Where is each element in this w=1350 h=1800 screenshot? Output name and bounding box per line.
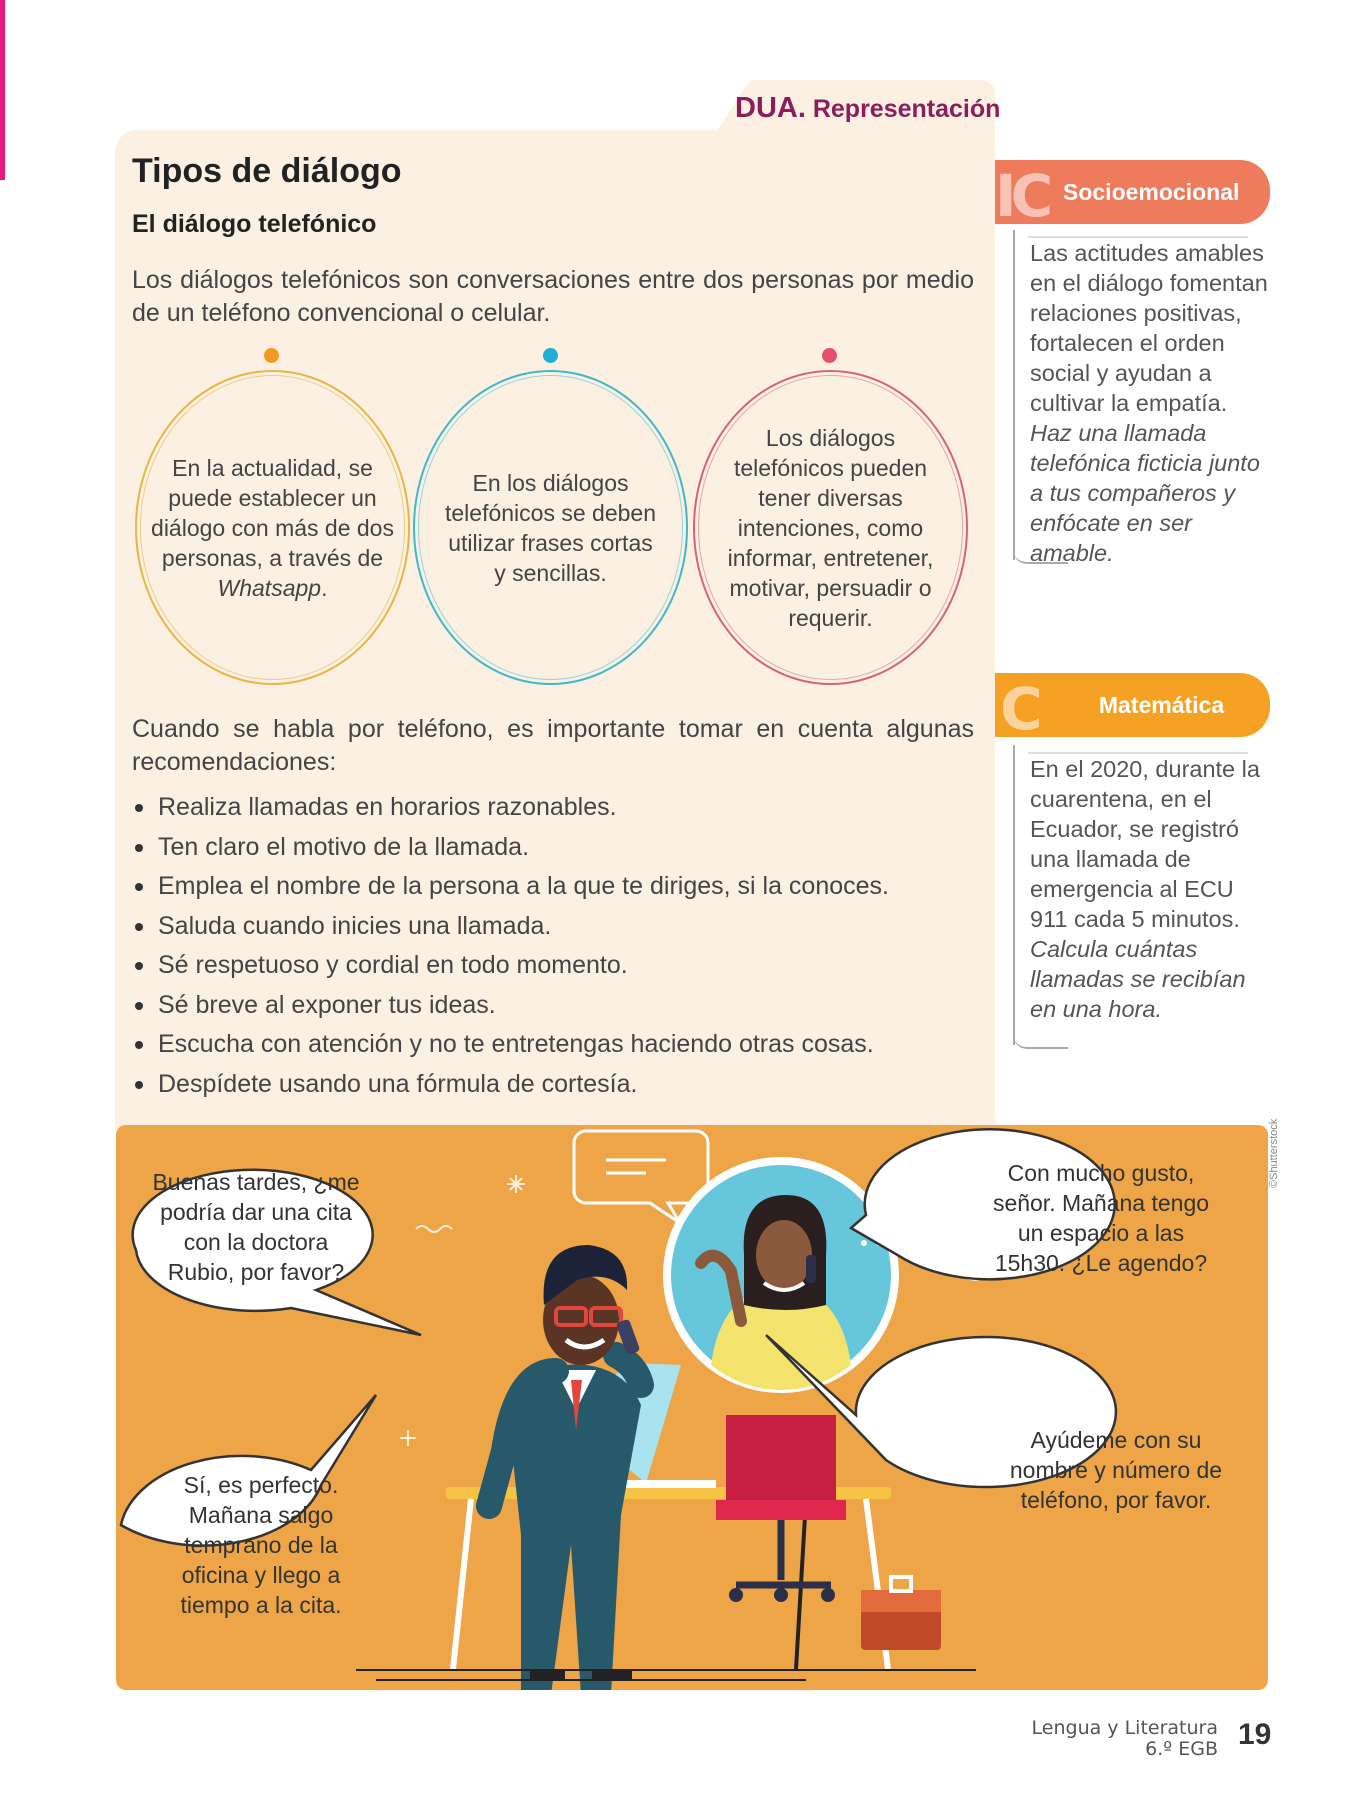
info-bubble-text: En la actualidad, se puede establecer un diálogo con más de dos personas, a través de Whatsapp.	[151, 454, 394, 601]
page-number: 19	[1238, 1718, 1272, 1751]
speech-bubble-man-greeting: Buenas tardes, ¿me podría dar una cita con la doctora Rubio, por favor?	[152, 1169, 360, 1285]
speech-bubble-receptionist-request: Ayúdeme con su nombre y número de teléfono, por favor.	[1009, 1427, 1223, 1513]
matematica-label: Matemática	[1098, 691, 1225, 718]
info-bubble-short-phrases	[413, 370, 688, 685]
sidebar-bracket	[1013, 230, 1015, 560]
list-item: Saluda cuando inicies una llamada.	[132, 907, 889, 947]
matematica-header	[995, 673, 1270, 743]
intro-paragraph: Los diálogos telefónicos son conversaciones entre dos personas por medio de un teléfono convencional o celular.	[132, 266, 974, 327]
c-logo-icon: C	[1000, 675, 1037, 743]
socioemocional-text: Las actitudes amables en el diálogo fomentan relaciones positivas, fortalecen el orden social y ayudan a cultivar la empatía. Haz una llamada telefónica ficticia junto a tus compañeros y enfócate en ser amable.	[1030, 238, 1275, 568]
bubble-dot-pink	[822, 348, 837, 363]
dua-category: Representación	[812, 95, 1001, 123]
section-subtitle: El diálogo telefónico	[132, 210, 377, 238]
info-bubble-text: Los diálogos telefónicos pueden tener diversas intenciones, como informar, entretener, motivar, persuadir o requerir.	[727, 424, 934, 631]
list-item: Emplea el nombre de la persona a la que te diriges, si la conoces.	[132, 867, 889, 907]
bubble-dot-orange	[264, 348, 279, 363]
sidebar-bracket	[1013, 745, 1015, 1045]
list-item: Despídete usando una fórmula de cortesía.	[132, 1065, 889, 1105]
list-item: Sé breve al exponer tus ideas.	[132, 986, 889, 1026]
info-bubble-whatsapp	[135, 370, 410, 685]
page-title: Tipos de diálogo	[132, 152, 402, 190]
list-item: Ten claro el motivo de la llamada.	[132, 828, 889, 868]
info-bubble-intentions	[693, 370, 968, 685]
matematica-task: Calcula cuántas llamadas se recibían en una hora.	[1030, 936, 1246, 1022]
sidebar-bracket-foot	[1013, 1035, 1068, 1049]
matematica-text: En el 2020, durante la cuarentena, en el Ecuador, se registró una llamada de emergencia al ECU 911 cada 5 minutos. Calcula cuántas llamadas se recibían en una hora.	[1030, 754, 1275, 1024]
recommendations-list	[132, 788, 889, 1104]
recommendations-intro: Cuando se habla por teléfono, es importante tomar en cuenta algunas recomendaciones:	[132, 715, 974, 776]
list-item: Escucha con atención y no te entretengas haciendo otras cosas.	[132, 1025, 889, 1065]
socioemocional-header	[995, 160, 1270, 230]
ic-logo-icon: IC	[995, 162, 1048, 230]
list-item: Realiza llamadas en horarios razonables.	[132, 788, 889, 828]
info-bubble-text: En los diálogos telefónicos se deben utilizar frases cortas y sencillas.	[445, 469, 656, 586]
bubble-dot-blue	[543, 348, 558, 363]
socioemocional-task: Haz una llamada telefónica ficticia junto a tus compañeros y enfócate en ser amable.	[1030, 420, 1260, 566]
socioemocional-label: Socioemocional	[1063, 178, 1240, 205]
footer-subject	[1032, 1718, 1218, 1760]
dua-label	[735, 92, 1000, 125]
image-credit: ©Shutterstock	[1268, 1118, 1280, 1188]
list-item: Sé respetuoso y cordial en todo momento.	[132, 946, 889, 986]
grade-label: 6.º EGB	[1145, 1738, 1218, 1760]
page-edge-mark	[0, 0, 5, 180]
dua-prefix: DUA.	[735, 92, 806, 124]
speech-bubble-man-confirm: Sí, es perfecto. Mañana salgo temprano de la oficina y llego a tiempo a la cita.	[180, 1472, 342, 1618]
subject-name: Lengua y Literatura	[1031, 1717, 1218, 1739]
phone-call-illustration	[116, 1125, 1268, 1690]
speech-bubble-receptionist-reply: Con mucho gusto, señor. Mañana tengo un espacio a las 15h30. ¿Le agendo?	[992, 1160, 1210, 1276]
